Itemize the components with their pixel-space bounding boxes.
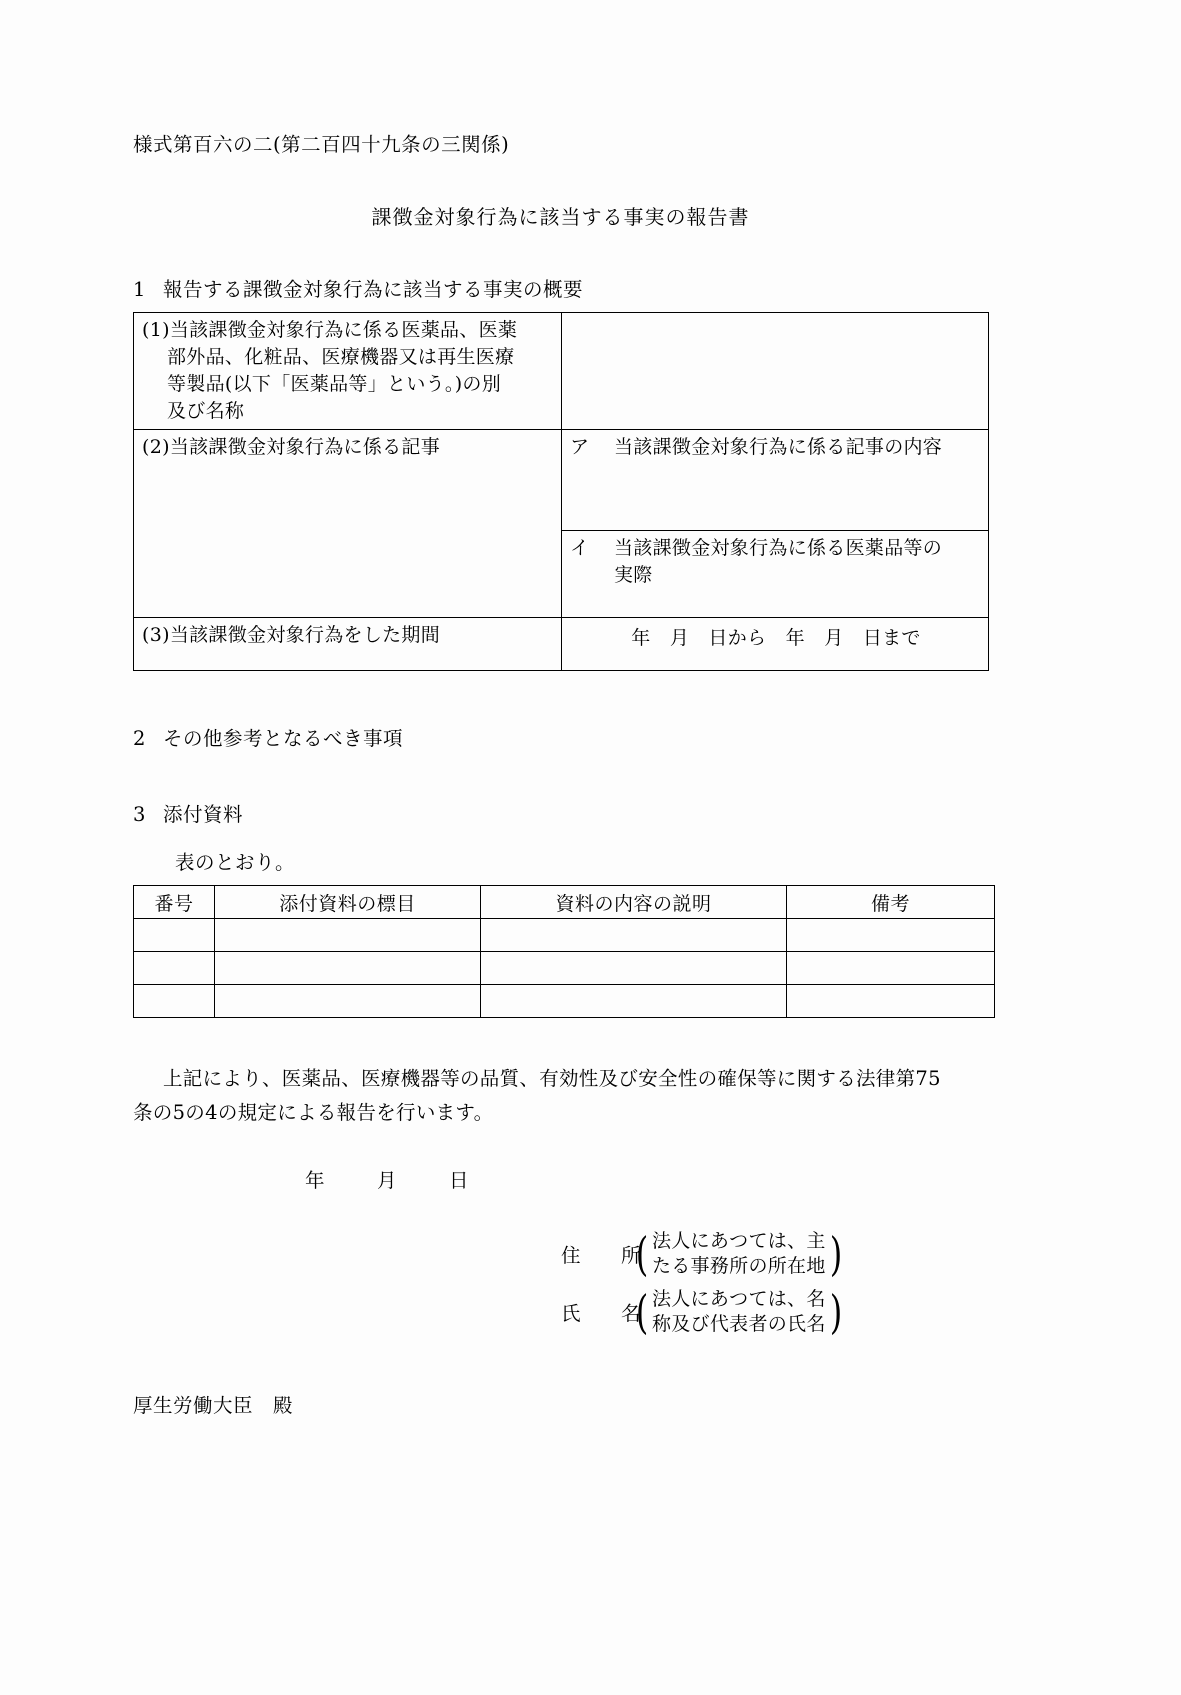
item-2i-value-cell[interactable] bbox=[562, 531, 989, 618]
item-2i-marker: イ bbox=[570, 537, 590, 560]
name-row[interactable] bbox=[561, 1284, 958, 1339]
item-1-value-cell[interactable] bbox=[562, 313, 989, 430]
item-2a-value-cell[interactable] bbox=[562, 430, 989, 531]
name-note-line-1: 法人にあつては、名 bbox=[651, 1288, 826, 1311]
form-number: 様式第百六の二(第二百四十九条の三関係) bbox=[133, 133, 510, 156]
attachment-cell-title[interactable] bbox=[215, 985, 481, 1018]
section-2-number: 2 bbox=[133, 727, 146, 751]
item-1-label-line-4: 及び名称 bbox=[167, 400, 245, 423]
table-row-item-2a bbox=[134, 430, 989, 531]
item-2i-text-1: 当該課徴金対象行為に係る医薬品等の bbox=[614, 537, 943, 560]
attachment-cell-remarks[interactable] bbox=[787, 919, 995, 952]
item-2i-text-2: 実際 bbox=[614, 564, 653, 587]
address-note-line-1: 法人にあつては、主 bbox=[651, 1230, 826, 1253]
table-row-item-3 bbox=[134, 618, 989, 671]
attachment-cell-description[interactable] bbox=[481, 985, 787, 1018]
item-1-label-line-3: 等製品(以下「医薬品等」という。)の別 bbox=[167, 373, 502, 396]
table-row bbox=[134, 952, 995, 985]
item-2a-marker: ア bbox=[570, 436, 590, 459]
address-note-line-2: たる事務所の所在地 bbox=[651, 1255, 826, 1278]
left-brace-icon: ( bbox=[635, 1226, 649, 1281]
document-content bbox=[133, 130, 958, 1418]
name-label: 氏 名 bbox=[561, 1302, 642, 1326]
attachment-header-description: 資料の内容の説明 bbox=[481, 886, 787, 919]
legal-statement bbox=[133, 1062, 958, 1129]
right-brace-icon: ) bbox=[829, 1284, 842, 1339]
item-1-label-line-1: (1)当該課徴金対象行為に係る医薬品、医薬 bbox=[142, 319, 518, 342]
attachment-cell-title[interactable] bbox=[215, 952, 481, 985]
item-3-period-text: 年 月 日から 年 月 日まで bbox=[631, 627, 921, 650]
document-title: 課徴金対象行為に該当する事実の報告書 bbox=[371, 205, 750, 230]
attachment-cell-title[interactable] bbox=[215, 919, 481, 952]
name-note bbox=[651, 1287, 827, 1337]
item-1-label-cell bbox=[134, 313, 562, 430]
item-3-label-cell bbox=[134, 618, 562, 671]
address-row[interactable] bbox=[561, 1226, 958, 1281]
legal-statement-line-1: 上記により、医薬品、医療機器等の品質、有効性及び安全性の確保等に関する法律第75 bbox=[163, 1067, 941, 1091]
section-1-label: 報告する課徴金対象行為に該当する事実の概要 bbox=[163, 278, 584, 302]
summary-table bbox=[133, 312, 989, 671]
item-3-label-text: (3)当該課徴金対象行為をした期間 bbox=[142, 624, 441, 647]
date-line[interactable] bbox=[133, 1165, 958, 1193]
attachment-cell-number[interactable] bbox=[134, 919, 215, 952]
item-2i-line-2 bbox=[570, 562, 982, 589]
item-1-label-line-2: 部外品、化粧品、医療機器又は再生医療 bbox=[167, 346, 515, 369]
attachment-header-title: 添付資料の標目 bbox=[215, 886, 481, 919]
left-brace-icon: ( bbox=[635, 1284, 649, 1339]
attachment-cell-number[interactable] bbox=[134, 985, 215, 1018]
section-3-heading bbox=[133, 799, 958, 827]
item-2i-line-1 bbox=[570, 535, 982, 562]
section-2-label: その他参考となるべき事項 bbox=[163, 727, 404, 751]
table-row-item-1 bbox=[134, 313, 989, 430]
attachment-header-number: 番号 bbox=[134, 886, 215, 919]
attachment-cell-number[interactable] bbox=[134, 952, 215, 985]
section-2-heading bbox=[133, 723, 958, 751]
date-month-label: 月 bbox=[377, 1169, 398, 1193]
date-year-label: 年 bbox=[305, 1169, 326, 1193]
name-note-line-2: 称及び代表者の氏名 bbox=[651, 1313, 826, 1336]
attachment-cell-remarks[interactable] bbox=[787, 952, 995, 985]
attachment-table-header-row bbox=[134, 886, 995, 919]
date-day-label: 日 bbox=[449, 1169, 470, 1193]
address-note bbox=[651, 1229, 827, 1279]
section-1-heading bbox=[133, 274, 958, 302]
section-3-label: 添付資料 bbox=[163, 803, 244, 827]
item-3-value-cell[interactable] bbox=[562, 618, 989, 671]
table-row bbox=[134, 919, 995, 952]
section-3-number: 3 bbox=[133, 803, 146, 827]
attachment-table bbox=[133, 885, 995, 1018]
section-3-subline: 表のとおり。 bbox=[175, 851, 296, 875]
item-2-label-cell bbox=[134, 430, 562, 618]
table-row bbox=[134, 985, 995, 1018]
attachment-cell-remarks[interactable] bbox=[787, 985, 995, 1018]
section-1-number: 1 bbox=[133, 278, 146, 302]
item-2a-text: 当該課徴金対象行為に係る記事の内容 bbox=[614, 436, 943, 459]
attachment-header-remarks: 備考 bbox=[787, 886, 995, 919]
attachment-cell-description[interactable] bbox=[481, 919, 787, 952]
item-2-label-text: (2)当該課徴金対象行為に係る記事 bbox=[142, 436, 441, 459]
signature-block bbox=[133, 1226, 958, 1339]
right-brace-icon: ) bbox=[829, 1226, 842, 1281]
legal-statement-line-2: 条の5の4の規定による報告を行います。 bbox=[133, 1100, 494, 1124]
addressee: 厚生労働大臣 殿 bbox=[133, 1393, 294, 1417]
address-label: 住 所 bbox=[561, 1244, 642, 1268]
attachment-cell-description[interactable] bbox=[481, 952, 787, 985]
